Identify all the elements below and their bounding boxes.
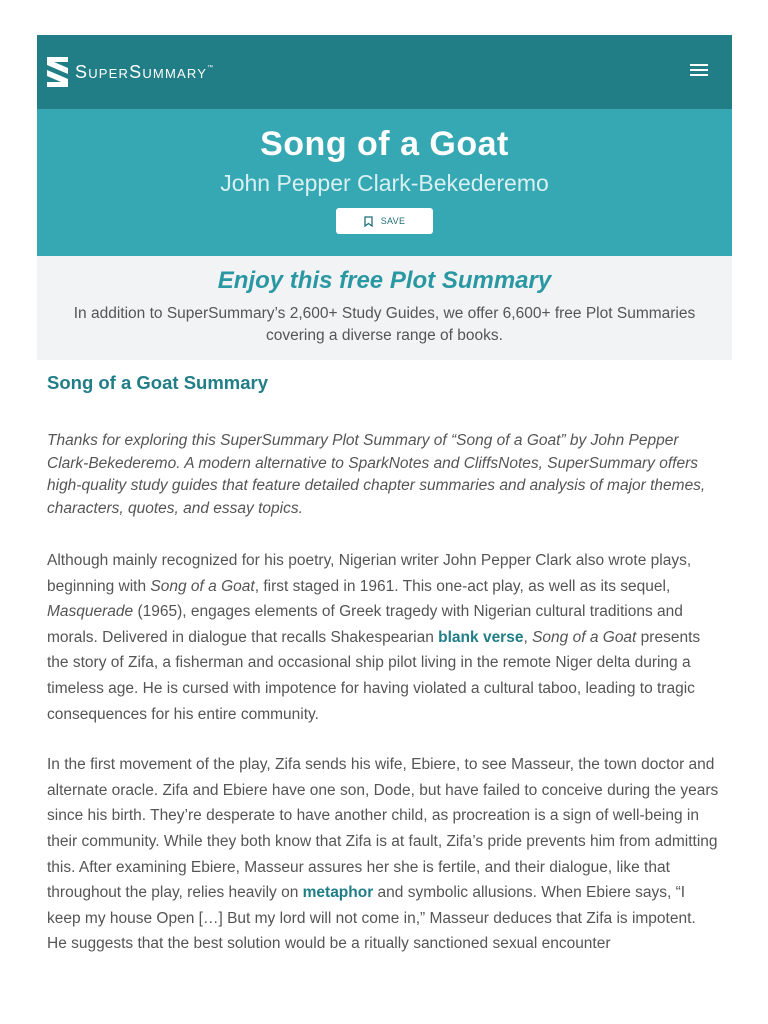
text-span: presents the story of Zifa, a fisherman and occasional ship pilot living in the remote Niger delta during a timeless age. He is cursed with impotence for having violated a cultural taboo, leading to tragic consequences for his entire community. [47,628,701,723]
intro-paragraph: Thanks for exploring this SuperSummary Plot Summary of “Song of a Goat” by John Pepper Clark-Bekederemo. A modern alternative to SparkNotes and CliffsNotes, SuperSummary offers high-quality study guides that feature detailed chapter summaries and analysis of major themes, characters, quotes, and essay topics. [47,432,706,517]
save-button-label: SAVE [380,216,406,226]
promo-text: In addition to SuperSummary’s 2,600+ Study Guides, we offer 6,600+ free Plot Summaries covering a diverse range of books. [73,305,696,344]
blank-verse-link[interactable]: blank verse [438,628,524,646]
summary-paragraph-2 [47,752,719,957]
save-button[interactable] [336,208,433,234]
text-span: Although mainly recognized for his poetry, Nigerian writer John Pepper Clark also wrote plays, beginning with [47,552,692,595]
supersummary-logo[interactable] [47,57,213,87]
summary-heading: Song of a Goat Summary [47,372,269,393]
logo-text: SuperSummary [75,61,208,82]
top-navigation-bar [37,35,732,109]
book-title-italic: Song of a Goat [532,628,637,646]
book-title-italic: Song of a Goat [150,577,255,595]
book-hero-banner [37,109,732,256]
trademark-mark: ™ [207,64,214,71]
summary-paragraph-1 [47,548,719,727]
text-span: In the first movement of the play, Zifa sends his wife, Ebiere, to see Masseur, the town doctor and alternate oracle. Zifa and Ebiere have one son, Dode, but have failed to conceive during the years since his birth. They’re desperate to have another child, as procreation is a sign of well-being in their community. While they both know that Zifa is at fault, Zifa’s pride prevents him from admitting this. After examining Ebiere, Masseur assures her she is fertile, and their dialogue, like that throughout the play, relies heavily on [47,756,719,902]
bookmark-icon [364,216,373,227]
promo-title: Enjoy this free Plot Summary [217,267,552,294]
text-span: , first staged in 1961. This one-act play, as well as its sequel, [254,577,671,595]
text-span: , [523,628,533,646]
book-title: Song of a Goat [260,125,509,163]
free-plot-summary-promo [37,256,732,360]
sequel-title-italic: Masquerade [47,603,134,621]
supersummary-logo-icon [47,57,69,87]
text-span: (1965), engages elements of Greek tragedy with Nigerian cultural traditions and morals. Delivered in dialogue that recalls Shakespearian [47,603,683,646]
text-span: and symbolic allusions. When Ebiere says, “I keep my house Open […] But my lord will not come in,” Masseur deduces that Zifa is impotent. He suggests that the best solution would be a ritually sanctioned sexual encounter [47,884,696,953]
summary-content [47,372,719,957]
hamburger-menu-icon[interactable] [690,64,708,78]
logo-wordmark [75,62,213,83]
book-author[interactable]: John Pepper Clark-Bekederemo [220,170,549,196]
metaphor-link[interactable]: metaphor [302,884,374,902]
